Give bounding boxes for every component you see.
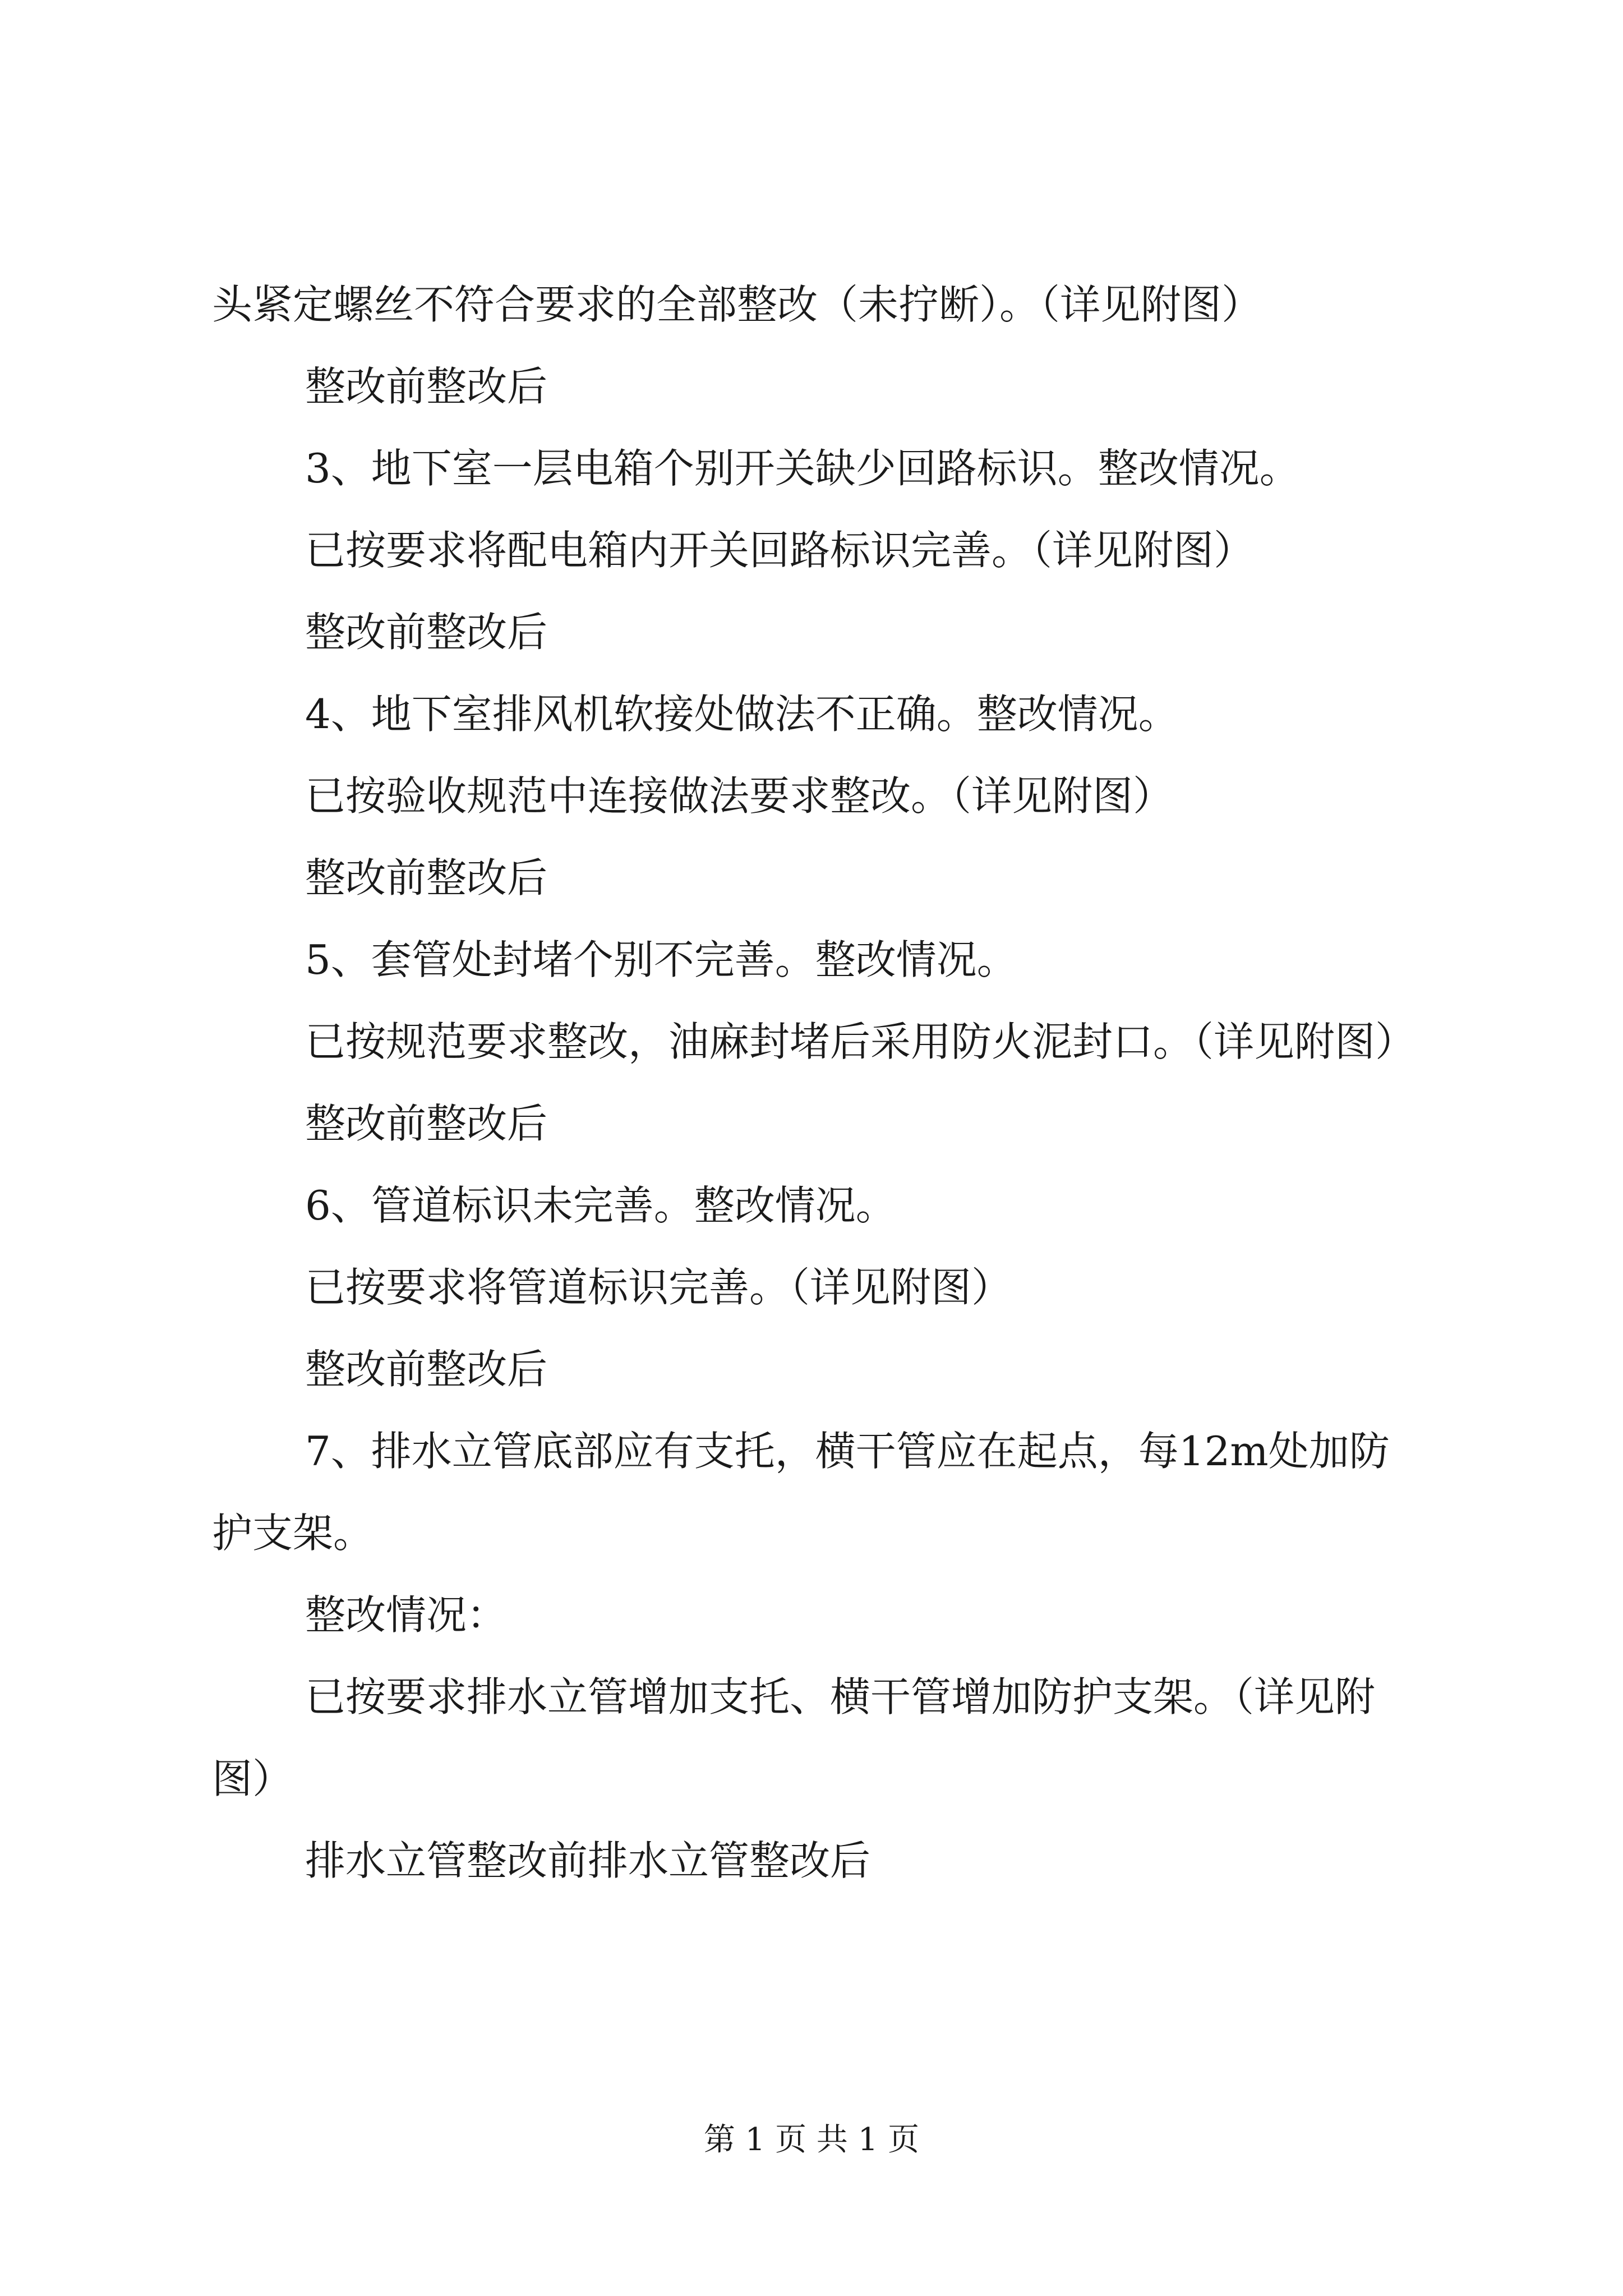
paragraph-15: 7、排水立管底部应有支托，横干管应在起点，每12m处加防护支架。 bbox=[212, 1428, 1390, 1557]
document-body bbox=[212, 264, 1426, 1902]
paragraph-4: 已按要求将配电箱内开关回路标识完善。（详见附图） bbox=[305, 527, 1255, 574]
paragraph-17: 已按要求排水立管增加支托、横干管增加防护支架。（详见附图） bbox=[212, 1673, 1376, 1802]
paragraph-5: 整改前整改后 bbox=[305, 609, 548, 656]
paragraph-11: 整改前整改后 bbox=[305, 1100, 548, 1147]
paragraph-7: 已按验收规范中连接做法要求整改。（详见附图） bbox=[305, 772, 1174, 820]
paragraph-12: 6、管道标识未完善。整改情况。 bbox=[305, 1182, 896, 1229]
paragraph-10: 已按规范要求整改，油麻封堵后采用防火泥封口。（详见附图） bbox=[305, 1018, 1416, 1065]
paragraph-18: 排水立管整改前排水立管整改后 bbox=[305, 1837, 871, 1884]
paragraph-8: 整改前整改后 bbox=[305, 854, 548, 901]
paragraph-3: 3、地下室一层电箱个别开关缺少回路标识。整改情况。 bbox=[305, 445, 1300, 492]
paragraph-9: 5、套管处封堵个别不完善。整改情况。 bbox=[305, 936, 1017, 983]
paragraph-6: 4、地下室排风机软接处做法不正确。整改情况。 bbox=[305, 691, 1179, 738]
paragraph-16: 整改情况： bbox=[305, 1591, 508, 1639]
paragraph-13: 已按要求将管道标识完善。（详见附图） bbox=[305, 1264, 1012, 1311]
paragraph-1: 头紧定螺丝不符合要求的全部整改（未拧断）。（详见附图） bbox=[212, 281, 1262, 328]
paragraph-14: 整改前整改后 bbox=[305, 1346, 548, 1393]
paragraph-2: 整改前整改后 bbox=[305, 363, 548, 410]
page-number-footer: 第 1 页 共 1 页 bbox=[703, 2122, 920, 2158]
